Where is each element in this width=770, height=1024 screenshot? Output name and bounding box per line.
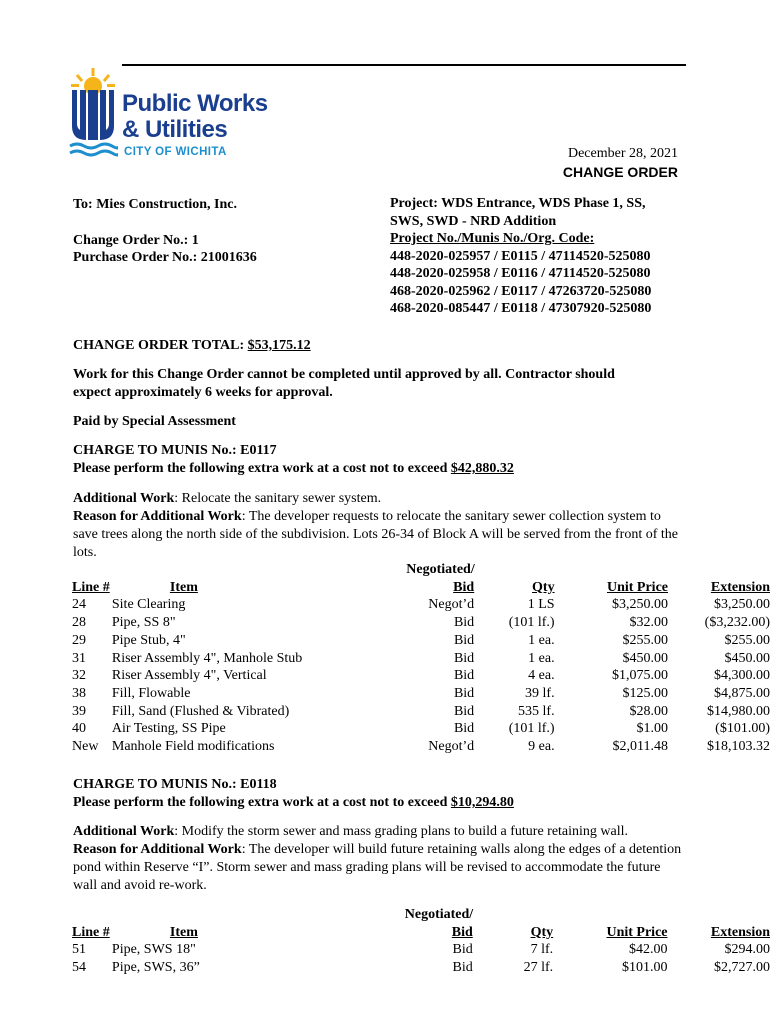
project-code: 468-2020-025962 / E0117 / 47263720-525080 bbox=[390, 283, 652, 299]
quantity: (101 lf.) bbox=[508, 615, 555, 631]
table-row bbox=[72, 667, 770, 685]
total-amount: $53,175.12 bbox=[247, 338, 311, 353]
reason-label: Reason for Additional Work bbox=[73, 842, 242, 857]
line-number: 40 bbox=[72, 721, 86, 737]
unit-price: $1,075.00 bbox=[612, 668, 668, 684]
line-number: 38 bbox=[72, 685, 86, 701]
bid-type: Bid bbox=[453, 668, 475, 684]
reason-label: Reason for Additional Work bbox=[73, 509, 242, 524]
unit-price: $1.00 bbox=[636, 721, 668, 737]
line-number: 29 bbox=[72, 632, 86, 648]
bid-type: Bid bbox=[453, 721, 475, 737]
table-row bbox=[72, 632, 770, 650]
header-unit-price: Unit Price bbox=[606, 924, 668, 940]
cost-not-to-exceed bbox=[73, 460, 514, 477]
quantity: 27 lf. bbox=[523, 960, 554, 976]
reason-text: : The developer requests to relocate the sanitary sewer collection system to save trees along the north side of the subdivision. Lots 26-34 of Block A will be served from the front of the lots. bbox=[73, 509, 678, 560]
extension: $18,103.32 bbox=[707, 739, 770, 755]
project-line-1: Project: WDS Entrance, WDS Phase 1, SS, bbox=[390, 196, 646, 211]
extension: $294.00 bbox=[724, 942, 770, 958]
quantity: 4 ea. bbox=[528, 668, 555, 684]
cost-amount: $42,880.32 bbox=[450, 461, 514, 476]
header-extension: Extension bbox=[710, 579, 770, 595]
table-row bbox=[72, 941, 770, 959]
unit-price: $32.00 bbox=[629, 615, 668, 631]
table-row bbox=[72, 650, 770, 668]
header-item: Item bbox=[169, 579, 198, 595]
project-codes-label: Project No./Munis No./Org. Code: bbox=[390, 231, 595, 246]
header-unit-price: Unit Price bbox=[606, 579, 668, 595]
charge-munis-e0118: CHARGE TO MUNIS No.: E0118 bbox=[73, 777, 277, 792]
item-description: Manhole Field modifications bbox=[111, 739, 275, 755]
line-number: 31 bbox=[72, 650, 86, 666]
additional-work-text: : Relocate the sanitary sewer system. bbox=[174, 491, 382, 506]
unit-price: $2,011.48 bbox=[612, 739, 668, 755]
quantity: 1 ea. bbox=[528, 632, 555, 648]
additional-work-label: Additional Work bbox=[73, 824, 175, 839]
header-line: Line # bbox=[72, 579, 110, 595]
bid-type: Bid bbox=[453, 703, 475, 719]
header-bid: Bid bbox=[451, 924, 473, 940]
extension: ($101.00) bbox=[715, 721, 770, 737]
bid-type: Bid bbox=[452, 960, 473, 976]
unit-price: $3,250.00 bbox=[612, 597, 668, 613]
document-date: December 28, 2021 bbox=[567, 146, 678, 161]
line-number: 39 bbox=[72, 703, 86, 719]
quantity: 1 LS bbox=[527, 597, 555, 613]
line-number: 24 bbox=[72, 597, 86, 613]
document-title: CHANGE ORDER bbox=[562, 164, 678, 180]
item-description: Pipe, SS 8" bbox=[111, 615, 176, 631]
purchase-order-number: Purchase Order No.: 21001636 bbox=[73, 250, 257, 265]
line-number: 28 bbox=[72, 615, 86, 631]
item-description: Riser Assembly 4", Vertical bbox=[111, 668, 267, 684]
header-line: Line # bbox=[72, 924, 110, 940]
logo-city: CITY OF WICHITA bbox=[124, 146, 227, 158]
work-items-table bbox=[72, 561, 770, 756]
recipient: To: Mies Construction, Inc. bbox=[73, 197, 237, 212]
table-row bbox=[72, 685, 770, 703]
project-code: 448-2020-025957 / E0115 / 47114520-525080 bbox=[390, 248, 651, 264]
bid-type: Bid bbox=[453, 632, 475, 648]
unit-price: $450.00 bbox=[622, 650, 668, 666]
header-qty: Qty bbox=[530, 924, 554, 940]
table-row bbox=[72, 738, 770, 756]
unit-price: $42.00 bbox=[629, 942, 668, 958]
bid-type: Bid bbox=[453, 685, 475, 701]
charge-munis-e0117: CHARGE TO MUNIS No.: E0117 bbox=[73, 443, 277, 458]
extension: $4,875.00 bbox=[714, 685, 770, 701]
perform-text: Please perform the following extra work at a cost not to exceed bbox=[73, 795, 448, 810]
approval-notice-line-2: expect approximately 6 weeks for approval. bbox=[73, 385, 333, 400]
header-negotiated: Negotiated/ bbox=[404, 907, 474, 922]
bid-type: Negot’d bbox=[428, 739, 475, 755]
wichita-logo-icon bbox=[68, 66, 118, 162]
line-number: 54 bbox=[72, 960, 86, 976]
quantity: 39 lf. bbox=[525, 685, 555, 701]
reason-text: : The developer will build future retaining walls along the edges of a detention pond within Reserve “I”. Storm sewer and mass grading plans will be revised to accommodate the future wall and avoid re-work. bbox=[73, 842, 682, 893]
additional-work-text: : Modify the storm sewer and mass grading plans to build a future retaining wall. bbox=[174, 824, 629, 839]
line-number: New bbox=[72, 739, 99, 755]
extension: $450.00 bbox=[724, 650, 770, 666]
unit-price: $255.00 bbox=[622, 632, 668, 648]
extension: $3,250.00 bbox=[714, 597, 770, 613]
item-description: Riser Assembly 4", Manhole Stub bbox=[111, 650, 303, 666]
change-order-number: Change Order No.: 1 bbox=[73, 233, 199, 248]
bid-type: Bid bbox=[453, 615, 475, 631]
quantity: 9 ea. bbox=[528, 739, 555, 755]
project-code: 468-2020-085447 / E0118 / 47307920-525080 bbox=[390, 301, 652, 316]
additional-work-label: Additional Work bbox=[73, 491, 175, 506]
table-row bbox=[72, 703, 770, 721]
header-item: Item bbox=[169, 924, 198, 940]
total-label: CHANGE ORDER TOTAL: bbox=[73, 338, 245, 353]
quantity: 7 lf. bbox=[530, 942, 554, 958]
approval-notice-line-1: Work for this Change Order cannot be completed until approved by all. Contractor should bbox=[73, 367, 615, 382]
quantity: (101 lf.) bbox=[508, 721, 555, 737]
project-line-2: SWS, SWD - NRD Addition bbox=[390, 213, 557, 229]
table-row bbox=[72, 596, 770, 614]
bid-type: Bid bbox=[452, 942, 473, 958]
quantity: 535 lf. bbox=[518, 703, 555, 719]
bid-type: Negot’d bbox=[428, 597, 475, 613]
header-extension: Extension bbox=[710, 924, 770, 940]
unit-price: $125.00 bbox=[622, 685, 668, 701]
additional-work bbox=[73, 490, 683, 562]
quantity: 1 ea. bbox=[528, 650, 555, 666]
item-description: Fill, Sand (Flushed & Vibrated) bbox=[111, 703, 290, 719]
item-description: Site Clearing bbox=[111, 597, 186, 613]
line-number: 32 bbox=[72, 668, 86, 684]
logo-public-works: Public Works bbox=[122, 90, 268, 117]
work-items-table bbox=[72, 906, 770, 977]
logo-utilities: & Utilities bbox=[122, 116, 228, 143]
extension: $255.00 bbox=[724, 632, 770, 648]
project-info bbox=[390, 195, 651, 318]
extension: $4,300.00 bbox=[714, 668, 770, 684]
table-row bbox=[72, 720, 770, 738]
header-rule bbox=[122, 64, 686, 66]
change-order-total bbox=[73, 337, 311, 354]
project-code: 448-2020-025958 / E0116 / 47114520-525080 bbox=[390, 266, 651, 281]
item-description: Fill, Flowable bbox=[111, 685, 191, 701]
item-description: Pipe, SWS 18" bbox=[111, 942, 196, 958]
cost-not-to-exceed bbox=[73, 794, 514, 811]
extension: $2,727.00 bbox=[714, 960, 770, 976]
item-description: Pipe Stub, 4" bbox=[111, 632, 186, 648]
unit-price: $101.00 bbox=[622, 960, 668, 976]
cost-amount: $10,294.80 bbox=[450, 795, 514, 810]
bid-type: Bid bbox=[453, 650, 475, 666]
extension: ($3,232.00) bbox=[704, 615, 770, 631]
perform-text: Please perform the following extra work at a cost not to exceed bbox=[73, 461, 448, 476]
additional-work bbox=[73, 823, 683, 895]
extension: $14,980.00 bbox=[707, 703, 770, 719]
header-negotiated: Negotiated/ bbox=[406, 562, 475, 577]
header-qty: Qty bbox=[532, 579, 555, 595]
item-description: Pipe, SWS, 36” bbox=[111, 960, 200, 976]
item-description: Air Testing, SS Pipe bbox=[111, 721, 226, 737]
line-number: 51 bbox=[72, 942, 86, 958]
unit-price: $28.00 bbox=[629, 703, 668, 719]
table-row bbox=[72, 959, 770, 977]
paid-by: Paid by Special Assessment bbox=[73, 414, 236, 429]
table-row bbox=[72, 614, 770, 632]
header-bid: Bid bbox=[453, 579, 475, 595]
